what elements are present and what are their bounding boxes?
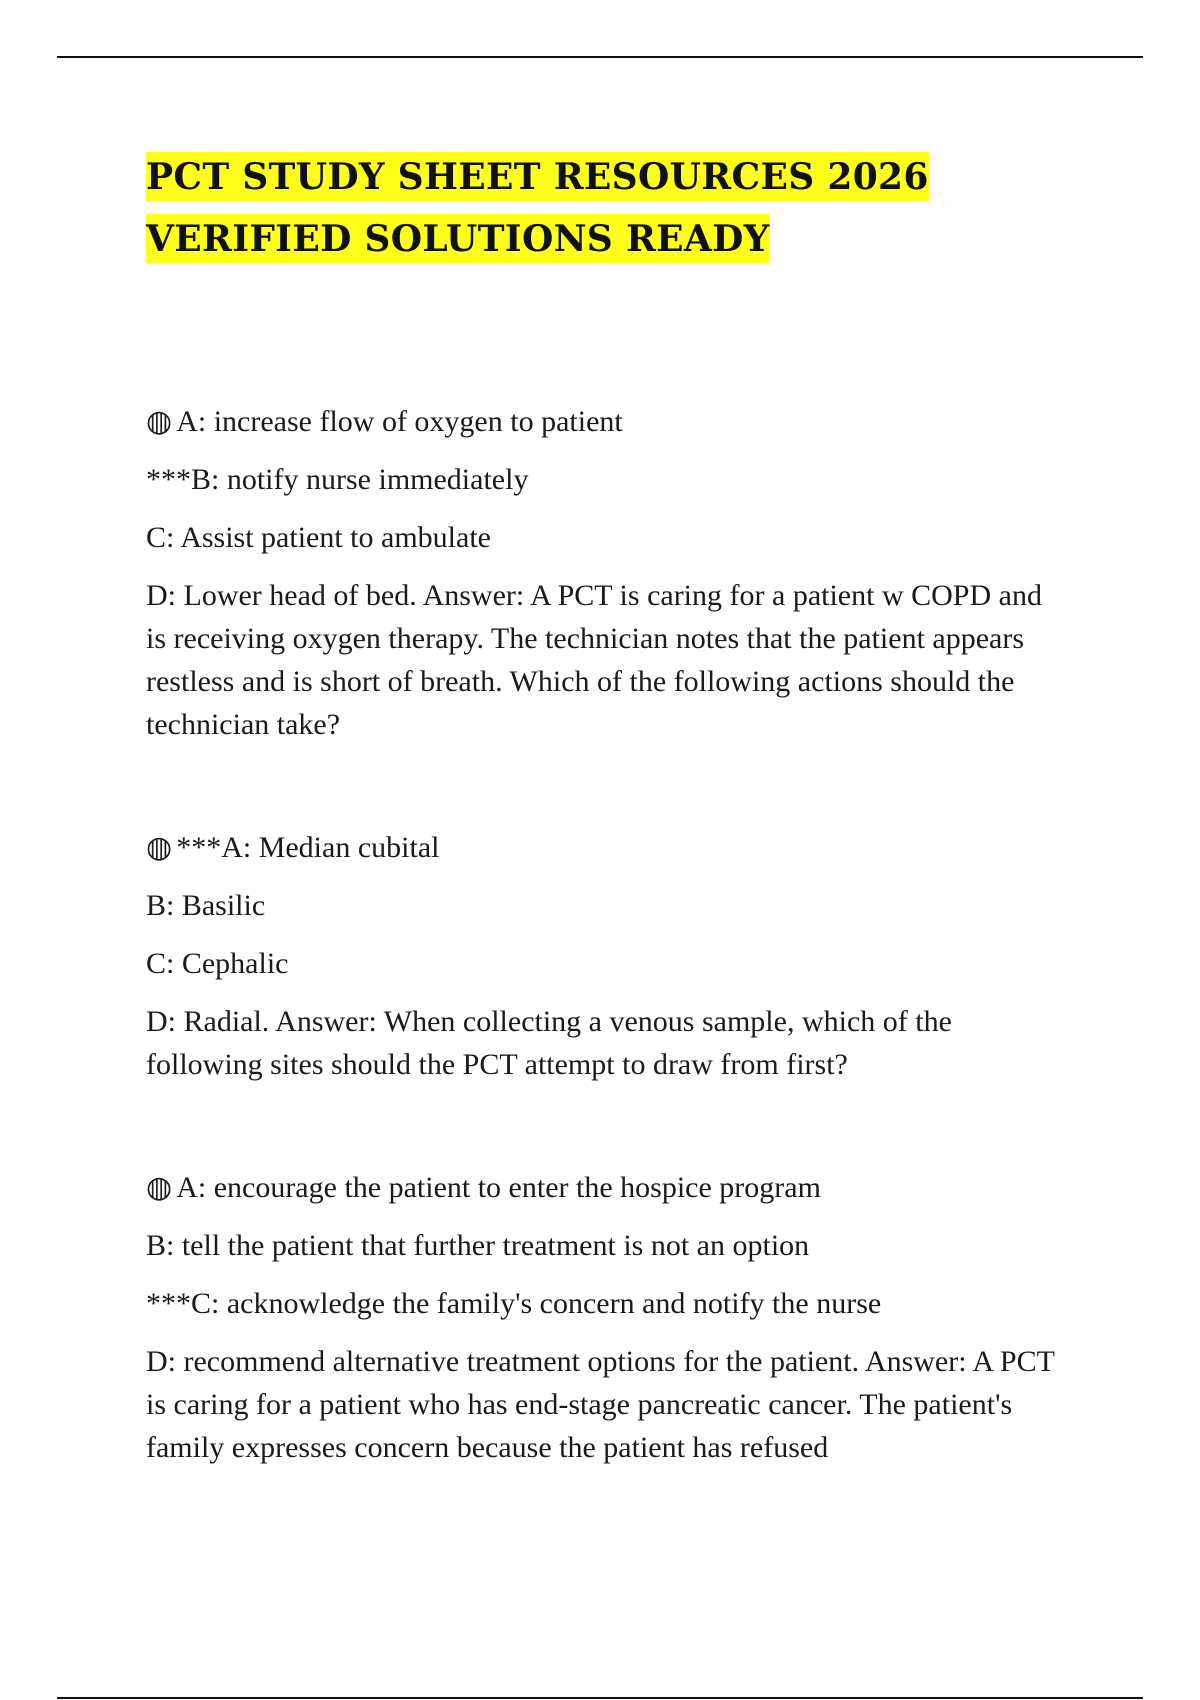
option-b: B: Basilic bbox=[146, 889, 266, 922]
question-block-2 bbox=[146, 826, 1066, 1086]
option-a: ◍ A: encourage the patient to enter the hospice program bbox=[146, 1166, 1066, 1209]
option-d-with-answer: D: Radial. Answer: When collecting a venous sample, which of the following sites should the PCT attempt to draw from first? bbox=[146, 1005, 952, 1081]
question-block-3 bbox=[146, 1166, 1066, 1469]
question-block-1 bbox=[146, 400, 1066, 746]
header-rule bbox=[57, 56, 1143, 58]
option-d-with-answer: D: Lower head of bed. Answer: A PCT is caring for a patient w COPD and is receiving oxygen therapy. The technician notes that the patient appears restless and is short of breath. Which of the following actions should the technician take? bbox=[146, 579, 1042, 741]
title-line-2: VERIFIED SOLUTIONS READY bbox=[146, 214, 770, 263]
title-line-1: PCT STUDY SHEET RESOURCES 2026 bbox=[146, 152, 929, 201]
option-c: C: Assist patient to ambulate bbox=[146, 521, 491, 554]
option-b: ***B: notify nurse immediately bbox=[146, 463, 529, 496]
option-a: ◍ A: increase flow of oxygen to patient bbox=[146, 400, 1066, 443]
option-b: B: tell the patient that further treatment is not an option bbox=[146, 1229, 810, 1262]
document-title bbox=[146, 146, 1106, 270]
bullet-icon: ◍ bbox=[146, 405, 173, 438]
option-d-with-answer: D: recommend alternative treatment options for the patient. Answer: A PCT is caring for a patient who has end-stage pancreatic cancer. The patient's family expresses concern because the patient has refused bbox=[146, 1345, 1055, 1464]
footer-rule bbox=[57, 1697, 1143, 1699]
option-c: C: Cephalic bbox=[146, 947, 289, 980]
bullet-icon: ◍ bbox=[146, 1171, 173, 1204]
bullet-icon: ◍ bbox=[146, 831, 173, 864]
option-a: ◍ ***A: Median cubital bbox=[146, 826, 1066, 869]
option-c: ***C: acknowledge the family's concern and notify the nurse bbox=[146, 1287, 882, 1320]
